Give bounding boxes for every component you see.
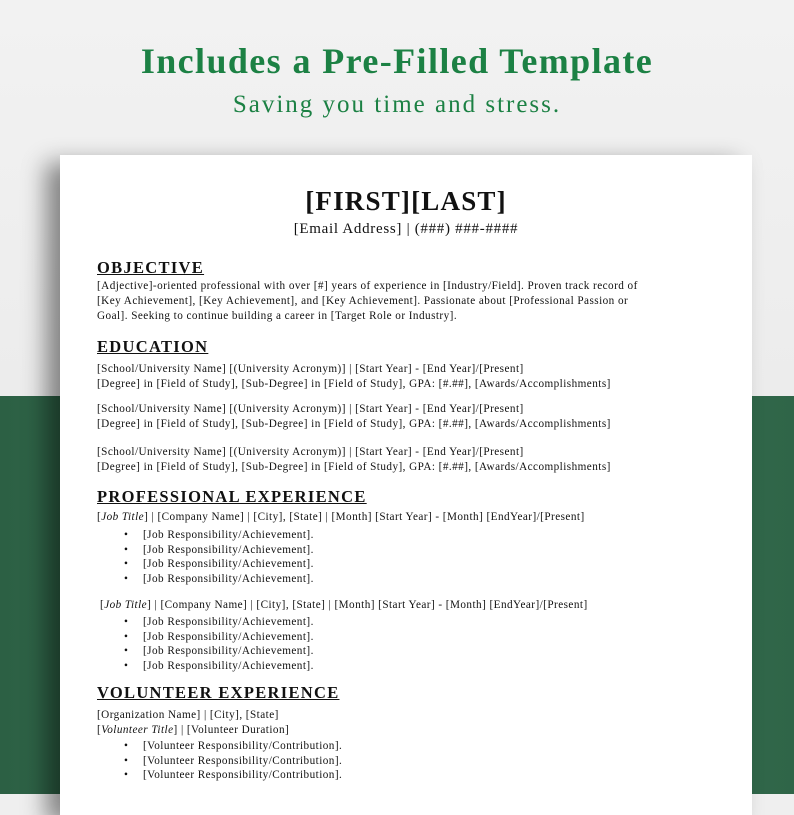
resume-name: [FIRST][LAST]: [305, 186, 507, 216]
job-details: ] | [Company Name] | [City], [State] | [Month] [Start Year] - [Month] [EndYear]/[Present]: [147, 599, 588, 611]
list-item: • [Volunteer Responsibility/Contribution].: [124, 769, 343, 781]
volunteer-title: Volunteer Title: [101, 724, 174, 736]
volunteer-duration: ] | [Volunteer Duration]: [173, 724, 290, 736]
education-heading: EDUCATION: [97, 337, 209, 356]
resume-contact: [Email Address] | (###) ###-####: [293, 221, 519, 237]
list-item: • [Job Responsibility/Achievement].: [124, 645, 314, 657]
resume-page: [60, 155, 752, 815]
list-item: • [Job Responsibility/Achievement].: [124, 631, 314, 643]
objective-line: [Key Achievement], [Key Achievement], and [Key Achievement]. Passionate about [Professional Passion or: [97, 295, 629, 307]
education-school: [School/University Name] [(University Acronym)] | [Start Year] - [End Year]/[Present]: [97, 403, 524, 415]
bullet-icon: •: [124, 558, 129, 570]
list-item: • [Volunteer Responsibility/Contribution].: [124, 755, 343, 767]
bullet-icon: •: [124, 645, 129, 657]
education-degree: [Degree] in [Field of Study], [Sub-Degree] in [Field of Study], GPA: [#.##], [Awards/Accomplishments]: [97, 378, 611, 390]
bullet-icon: •: [124, 544, 129, 556]
objective-heading: OBJECTIVE: [97, 258, 205, 277]
education-degree: [Degree] in [Field of Study], [Sub-Degree] in [Field of Study], GPA: [#.##], [Awards/Accomplishments]: [97, 418, 611, 430]
bullet-icon: •: [124, 769, 129, 781]
education-degree: [Degree] in [Field of Study], [Sub-Degree] in [Field of Study], GPA: [#.##], [Awards/Accomplishments]: [97, 461, 611, 473]
promo-title: Includes a Pre-Filled Template: [140, 41, 654, 81]
list-item: • [Job Responsibility/Achievement].: [124, 616, 314, 628]
promo-subtitle: Saving you time and stress.: [232, 91, 562, 118]
volunteer-title-line: [Volunteer Title] | [Volunteer Duration]: [97, 724, 290, 736]
objective-line: [Adjective]-oriented professional with over [#] years of experience in [Industry/Field]. Proven track record of: [97, 280, 638, 292]
experience-heading: PROFESSIONAL EXPERIENCE: [97, 487, 367, 506]
education-school: [School/University Name] [(University Acronym)] | [Start Year] - [End Year]/[Present]: [97, 363, 524, 375]
bullet-icon: •: [124, 616, 129, 628]
job-header: [Job Title] | [Company Name] | [City], [State] | [Month] [Start Year] - [Month] [EndYear]/[Present]: [100, 599, 588, 611]
job-header: [Job Title] | [Company Name] | [City], [State] | [Month] [Start Year] - [Month] [EndYear]/[Present]: [97, 511, 585, 523]
list-item: • [Job Responsibility/Achievement].: [124, 529, 314, 541]
bullet-icon: •: [124, 740, 129, 752]
bullet-icon: •: [124, 660, 129, 672]
list-item: • [Job Responsibility/Achievement].: [124, 573, 314, 585]
bullet-icon: •: [124, 631, 129, 643]
education-school: [School/University Name] [(University Acronym)] | [Start Year] - [End Year]/[Present]: [97, 446, 524, 458]
bullet-icon: •: [124, 755, 129, 767]
bullet-icon: •: [124, 529, 129, 541]
volunteer-heading: VOLUNTEER EXPERIENCE: [97, 683, 340, 702]
list-item: • [Volunteer Responsibility/Contribution].: [124, 740, 343, 752]
job-details: ] | [Company Name] | [City], [State] | [Month] [Start Year] - [Month] [EndYear]/[Present]: [144, 511, 585, 523]
objective-line: Goal]. Seeking to continue building a career in [Target Role or Industry].: [97, 310, 458, 322]
volunteer-org: [Organization Name] | [City], [State]: [97, 709, 279, 721]
job-title: Job Title: [101, 511, 145, 523]
list-item: • [Job Responsibility/Achievement].: [124, 558, 314, 570]
list-item: • [Job Responsibility/Achievement].: [124, 544, 314, 556]
job-title: Job Title: [104, 599, 148, 611]
bullet-icon: •: [124, 573, 129, 585]
list-item: • [Job Responsibility/Achievement].: [124, 660, 314, 672]
